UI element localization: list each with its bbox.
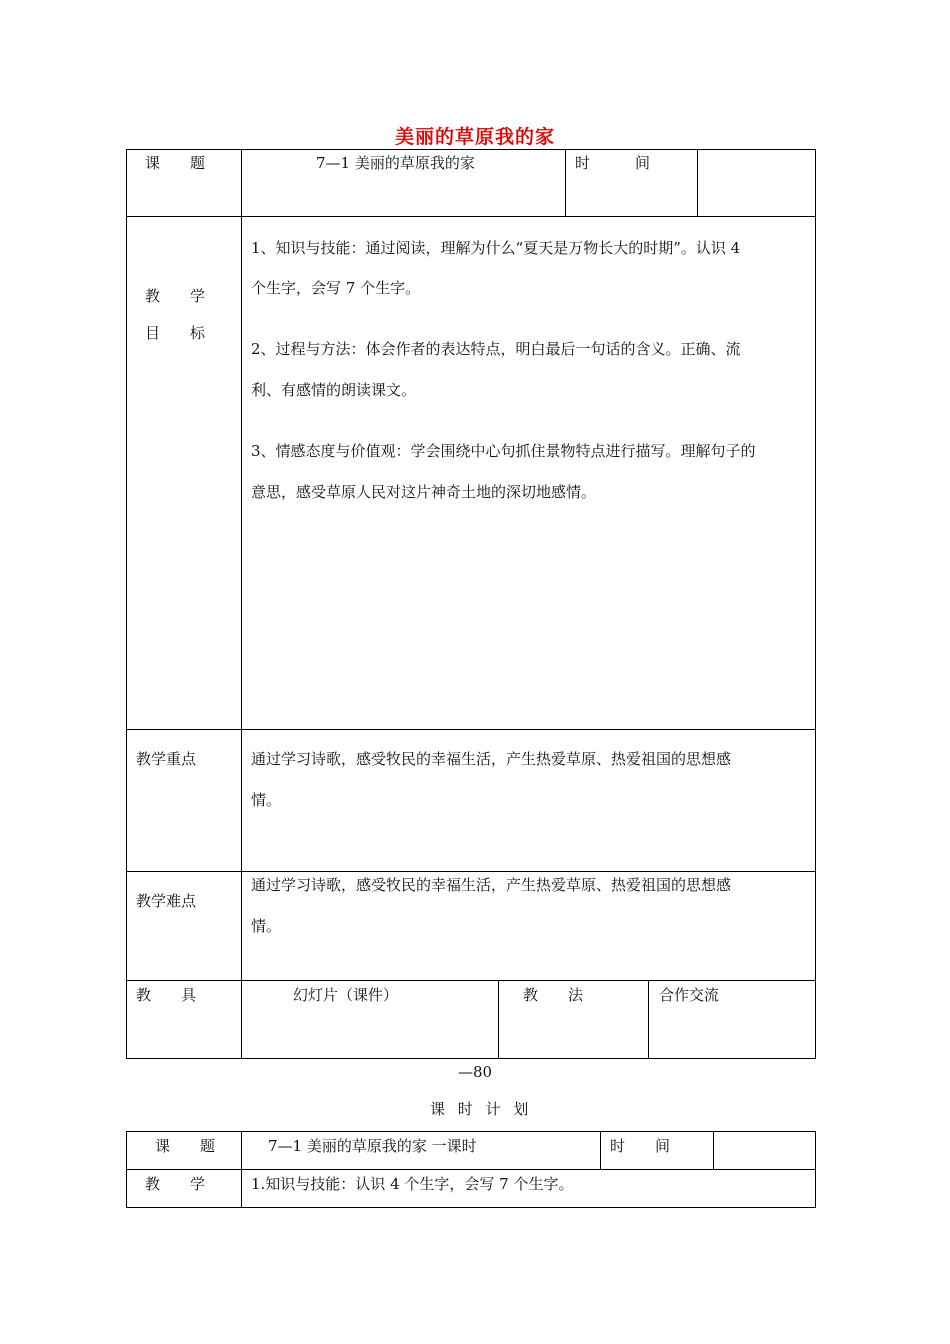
tools-label: 教 具	[136, 986, 197, 1004]
key-points-label: 教学重点	[136, 750, 197, 768]
plan-topic-label: 课 题	[155, 1137, 216, 1155]
table-border	[126, 980, 816, 981]
method-value: 合作交流	[659, 986, 720, 1004]
plan-goal-1: 1.知识与技能：认识 4 个生字，会写 7 个生字。	[251, 1175, 574, 1193]
goals-label: 教 学	[145, 287, 206, 305]
difficulty-line-2: 情。	[251, 917, 282, 935]
plan-heading: 课 时 计 划	[430, 1100, 533, 1118]
time-label: 时 间	[575, 154, 651, 172]
table-border	[815, 149, 816, 1059]
goal-1-line-2: 个生字，会写 7 个生字。	[251, 279, 421, 297]
table-border	[241, 1131, 242, 1208]
table-border	[126, 216, 816, 217]
table-border	[126, 729, 816, 730]
table-border	[815, 1131, 816, 1208]
method-label: 教 法	[523, 986, 584, 1004]
table-border	[126, 1058, 816, 1059]
difficulty-label: 教学难点	[136, 892, 197, 910]
table-border	[126, 149, 816, 150]
table-border	[126, 149, 127, 1059]
table-border	[600, 1131, 601, 1170]
goal-2-line-2: 利、有感情的朗读课文。	[251, 381, 417, 399]
table-border	[498, 980, 499, 1059]
table-border	[241, 149, 242, 1059]
table-border	[126, 871, 816, 872]
table-border	[648, 980, 649, 1059]
goal-1-line-1: 1、知识与技能：通过阅读，理解为什么“夏天是万物长大的时期”。认识 4	[251, 239, 741, 257]
goal-2-line-1: 2、过程与方法：体会作者的表达特点，明白最后一句话的含义。正确、流	[251, 340, 741, 358]
table-border	[565, 149, 566, 217]
table-border	[697, 149, 698, 217]
goal-3-line-1: 3、情感态度与价值观：学会围绕中心句抓住景物特点进行描写。理解句子的	[251, 442, 756, 460]
table-border	[126, 1131, 127, 1208]
table-border	[126, 1207, 816, 1208]
page-number: —80	[458, 1063, 493, 1081]
goals-label: 目 标	[145, 324, 206, 342]
topic-label: 课 题	[145, 154, 206, 172]
key-points-line-1: 通过学习诗歌，感受牧民的幸福生活，产生热爱草原、热爱祖国的思想感	[251, 750, 732, 768]
table-border	[713, 1131, 714, 1170]
plan-topic-value: 7—1 美丽的草原我的家 一课时	[268, 1137, 477, 1155]
goal-3-line-2: 意思，感受草原人民对这片神奇土地的深切地感情。	[251, 483, 597, 501]
topic-value: 7—1 美丽的草原我的家	[316, 154, 475, 172]
tools-value: 幻灯片（课件）	[293, 986, 399, 1004]
difficulty-line-1: 通过学习诗歌，感受牧民的幸福生活，产生热爱草原、热爱祖国的思想感	[251, 876, 732, 894]
document-title: 美丽的草原我的家	[394, 126, 555, 148]
key-points-line-2: 情。	[251, 791, 282, 809]
plan-time-label: 时 间	[610, 1137, 671, 1155]
plan-goals-label: 教 学	[145, 1175, 206, 1193]
